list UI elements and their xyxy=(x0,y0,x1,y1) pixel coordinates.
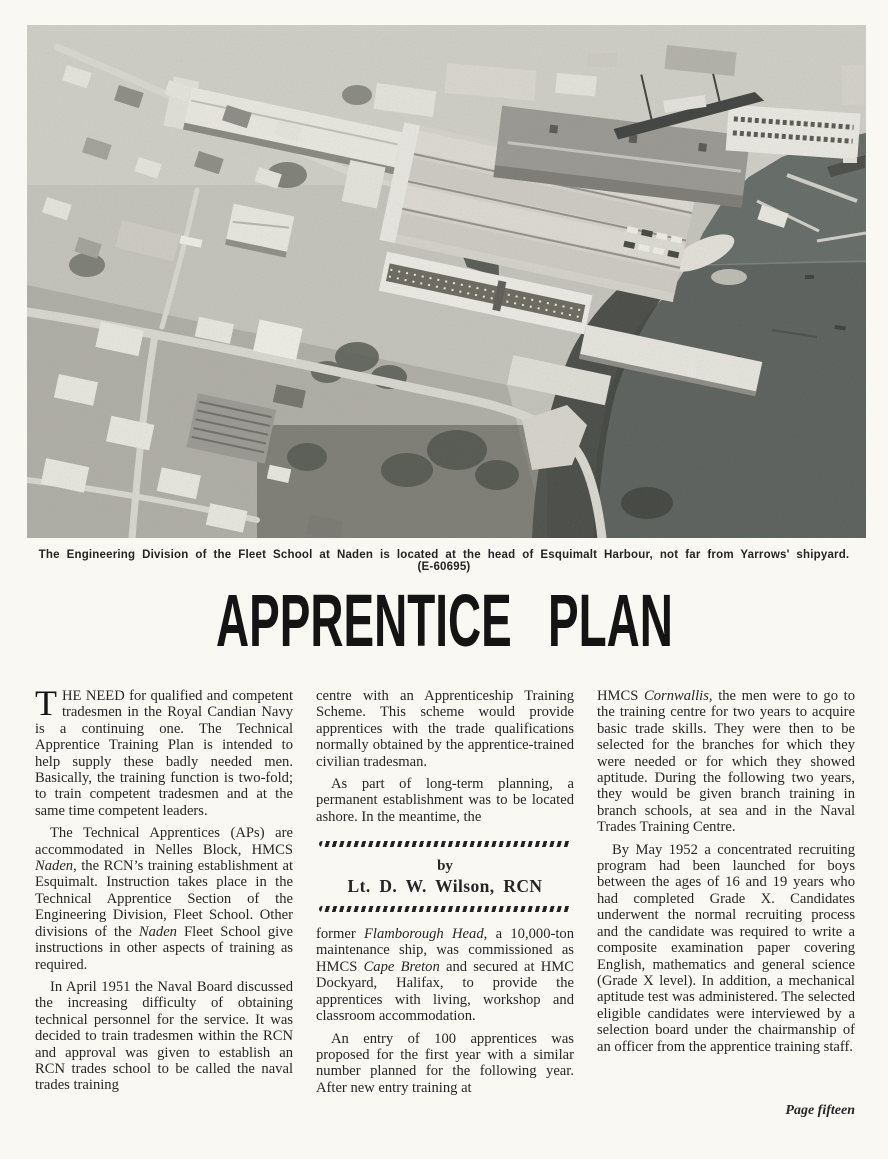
article-title xyxy=(0,579,888,662)
body-paragraph: THE NEED for qualified and competent tradesmen in the Royal Candian Navy is a continuing one. The Technical Apprentice Training Plan is intended to help supply these badly needed men. Basically, the training function is two-fold; to train competent tradesmen and at the same time competent leaders. xyxy=(35,683,293,819)
page-number: Page fifteen xyxy=(785,1103,855,1118)
rope-divider xyxy=(319,841,571,847)
photo-grain xyxy=(27,25,866,538)
body-paragraph: An entry of 100 apprentices was proposed for the first year with a similar number planned for the following year. After new entry training at xyxy=(316,1030,574,1096)
column-1 xyxy=(35,683,293,1102)
body-paragraph: In April 1951 the Naval Board discussed the increasing difficulty of obtaining technical personnel for the service. It was decided to train tradesmen within the RCN and approval was given to establish an RCN trades school to be called the naval trades training xyxy=(35,978,293,1094)
byline-name: Lt. D. W. Wilson, RCN xyxy=(347,875,543,896)
aerial-photo xyxy=(27,25,866,538)
column-3 xyxy=(597,688,855,1102)
byline-by: by xyxy=(437,858,453,875)
body-paragraph: The Technical Apprentices (APs) are accommodated in Nelles Block, HMCS Naden, the RCN’s training establishment at Esquimalt. Instruction takes place in the Technical Apprentice Section of the Engineering Division, Fleet School. Other divisions of the Naden Fleet School give instructions in other aspects of training as required. xyxy=(35,825,293,973)
body-paragraph: HMCS Cornwallis, the men were to go to the training centre for two years to acquire basic trade skills. They were then to be selected for the branches for which they were needed or for which they showed aptitude. During the following two years, they would be given branch training in branch schools, at sea and in the Naval Trades Training Centre. xyxy=(597,688,855,836)
body-paragraph: As part of long-term planning, a permanent establishment was to be located ashore. In the meantime, the xyxy=(316,776,574,825)
aerial-photo-figure xyxy=(27,25,866,538)
body-paragraph: centre with an Apprenticeship Training Scheme. This scheme would provide apprentices with the trade qualifications normally obtained by the apprentice-trained civilian tradesman. xyxy=(316,688,574,770)
column-2 xyxy=(316,688,574,1102)
body-paragraph: By May 1952 a concentrated recruiting program had been launched for boys between the ages of 16 and 19 years who had completed Grade X. Candidates underwent the normal recruiting process and the candidate was required to write a composite examination paper covering English, mathematics and general science (Grade X level). In addition, a mechanical aptitude test was administered. The selected eligible candidates were interviewed by a selection board under the chairmanship of an officer from the apprentice training staff. xyxy=(597,841,855,1055)
byline-box xyxy=(319,841,571,912)
body-paragraph: former Flamborough Head, a 10,000-ton maintenance ship, was commissioned as HMCS Cape Breton and secured at HMC Dockyard, Halifax, to provide the apprentices with living, workshop and classroom accommodation. xyxy=(316,926,574,1025)
photo-caption: The Engineering Division of the Fleet School at Naden is located at the head of Esquimalt Harbour, not far from Yarrows' shipyard. (E-60695) xyxy=(38,549,850,573)
article-title-text: APPRENTICE PLAN xyxy=(215,579,673,662)
article-columns xyxy=(35,683,855,1102)
dropcap: T xyxy=(35,683,57,723)
rope-divider xyxy=(319,906,571,912)
